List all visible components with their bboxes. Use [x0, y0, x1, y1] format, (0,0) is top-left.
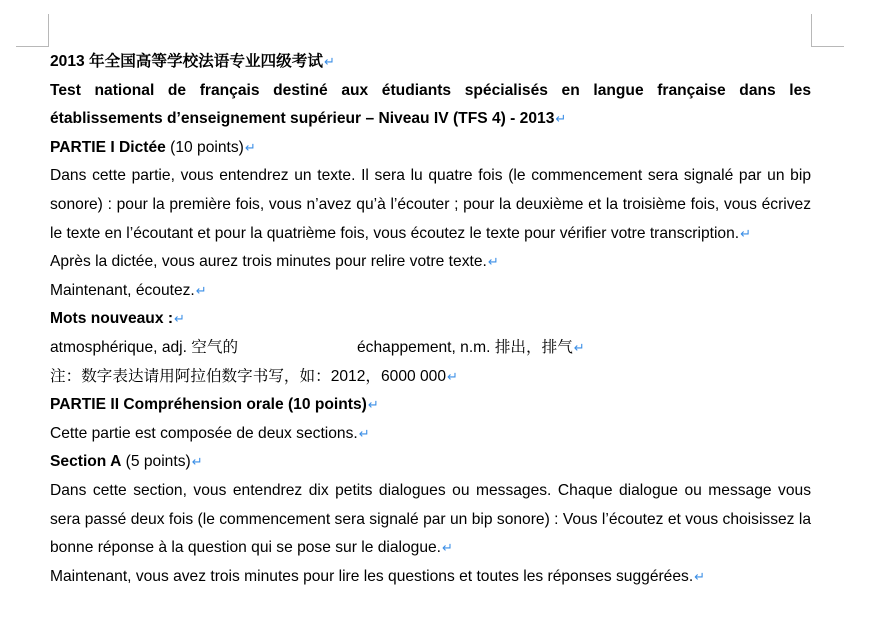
- sectionA-heading-label: Section A: [50, 453, 122, 471]
- part1-heading: [50, 134, 811, 163]
- paragraph-mark-icon: ↵: [244, 139, 256, 155]
- paragraph-mark-icon: ↵: [195, 282, 207, 298]
- part1-after-dictation: [50, 248, 811, 277]
- part1-listen-text: Maintenant, écoutez.: [50, 281, 195, 299]
- part1-heading-label: PARTIE I Dictée: [50, 138, 166, 156]
- sectionA-points: (5 points): [121, 453, 191, 471]
- note-chinese: [50, 363, 811, 392]
- paragraph-mark-icon: ↵: [573, 339, 585, 355]
- sectionA-instructions: [50, 477, 811, 563]
- note-chinese-text: 注：数字表达请用阿拉伯数字书写，如：2012，6000 000: [50, 367, 447, 385]
- paragraph-mark-icon: ↵: [174, 311, 185, 327]
- part1-points: (10 points): [165, 138, 244, 156]
- paragraph-mark-icon: ↵: [191, 454, 203, 470]
- title-chinese: [50, 48, 811, 77]
- part2-heading: [50, 391, 811, 420]
- paragraph-mark-icon: ↵: [555, 111, 567, 127]
- vocab-heading-text: Mots nouveaux :: [50, 310, 174, 328]
- title-chinese-text: 2013 年全国高等学校法语专业四级考试: [50, 53, 323, 70]
- part1-instructions: [50, 162, 811, 248]
- part1-listen-now: [50, 277, 811, 306]
- title-french-text: Test national de français destiné aux étudiants spécialisés en langue française dans les établissements d’enseignement supérieur – Niveau IV (TFS 4) - 2013: [50, 81, 811, 128]
- document-page: [50, 48, 811, 591]
- title-french: [50, 77, 811, 134]
- part1-instructions-text: Dans cette partie, vous entendrez un texte. Il sera lu quatre fois (le commencement sera signalé par un bip sonore) : pour la première fois, vous n’avez qu’à l’écouter ; pour la deuxième et la troisième fois, vous écrivez le texte en l’écoutant et pour la quatrième fois, vous écoutez le texte pour vérifier votre transcription.: [50, 167, 811, 242]
- sectionA-final-text: Maintenant, vous avez trois minutes pour lire les questions et toutes les réponses suggérées.: [50, 567, 694, 585]
- sectionA-heading: [50, 448, 811, 477]
- vocab-heading: [50, 305, 811, 334]
- part2-intro: [50, 420, 811, 449]
- paragraph-mark-icon: ↵: [442, 540, 453, 556]
- page-corner-mark-top-right: [811, 14, 844, 47]
- part2-intro-text: Cette partie est composée de deux sections.: [50, 424, 358, 442]
- paragraph-mark-icon: ↵: [487, 254, 499, 270]
- paragraph-mark-icon: ↵: [367, 397, 379, 413]
- paragraph-mark-icon: ↵: [358, 425, 370, 441]
- paragraph-mark-icon: ↵: [740, 225, 751, 241]
- part2-heading-text: PARTIE II Compréhension orale (10 points): [50, 396, 367, 414]
- page-corner-mark-top-left: [16, 14, 49, 47]
- sectionA-final: [50, 563, 811, 592]
- vocab-term-atmospherique: atmosphérique, adj. 空气的: [50, 338, 239, 356]
- sectionA-instructions-text: Dans cette section, vous entendrez dix petits dialogues ou messages. Chaque dialogue ou message vous sera passé deux fois (le commencement sera signalé par un bip sonore) : Vous l’écoutez et vous choisissez la bonne réponse à la question qui se pose sur le dialogue.: [50, 481, 811, 557]
- paragraph-mark-icon: ↵: [447, 368, 458, 384]
- vocab-term-echappement: échappement, n.m. 排出，排气: [357, 338, 573, 356]
- paragraph-mark-icon: ↵: [694, 568, 706, 584]
- vocab-list: [50, 334, 811, 363]
- part1-after-text: Après la dictée, vous aurez trois minutes pour relire votre texte.: [50, 253, 487, 271]
- paragraph-mark-icon: ↵: [323, 54, 335, 69]
